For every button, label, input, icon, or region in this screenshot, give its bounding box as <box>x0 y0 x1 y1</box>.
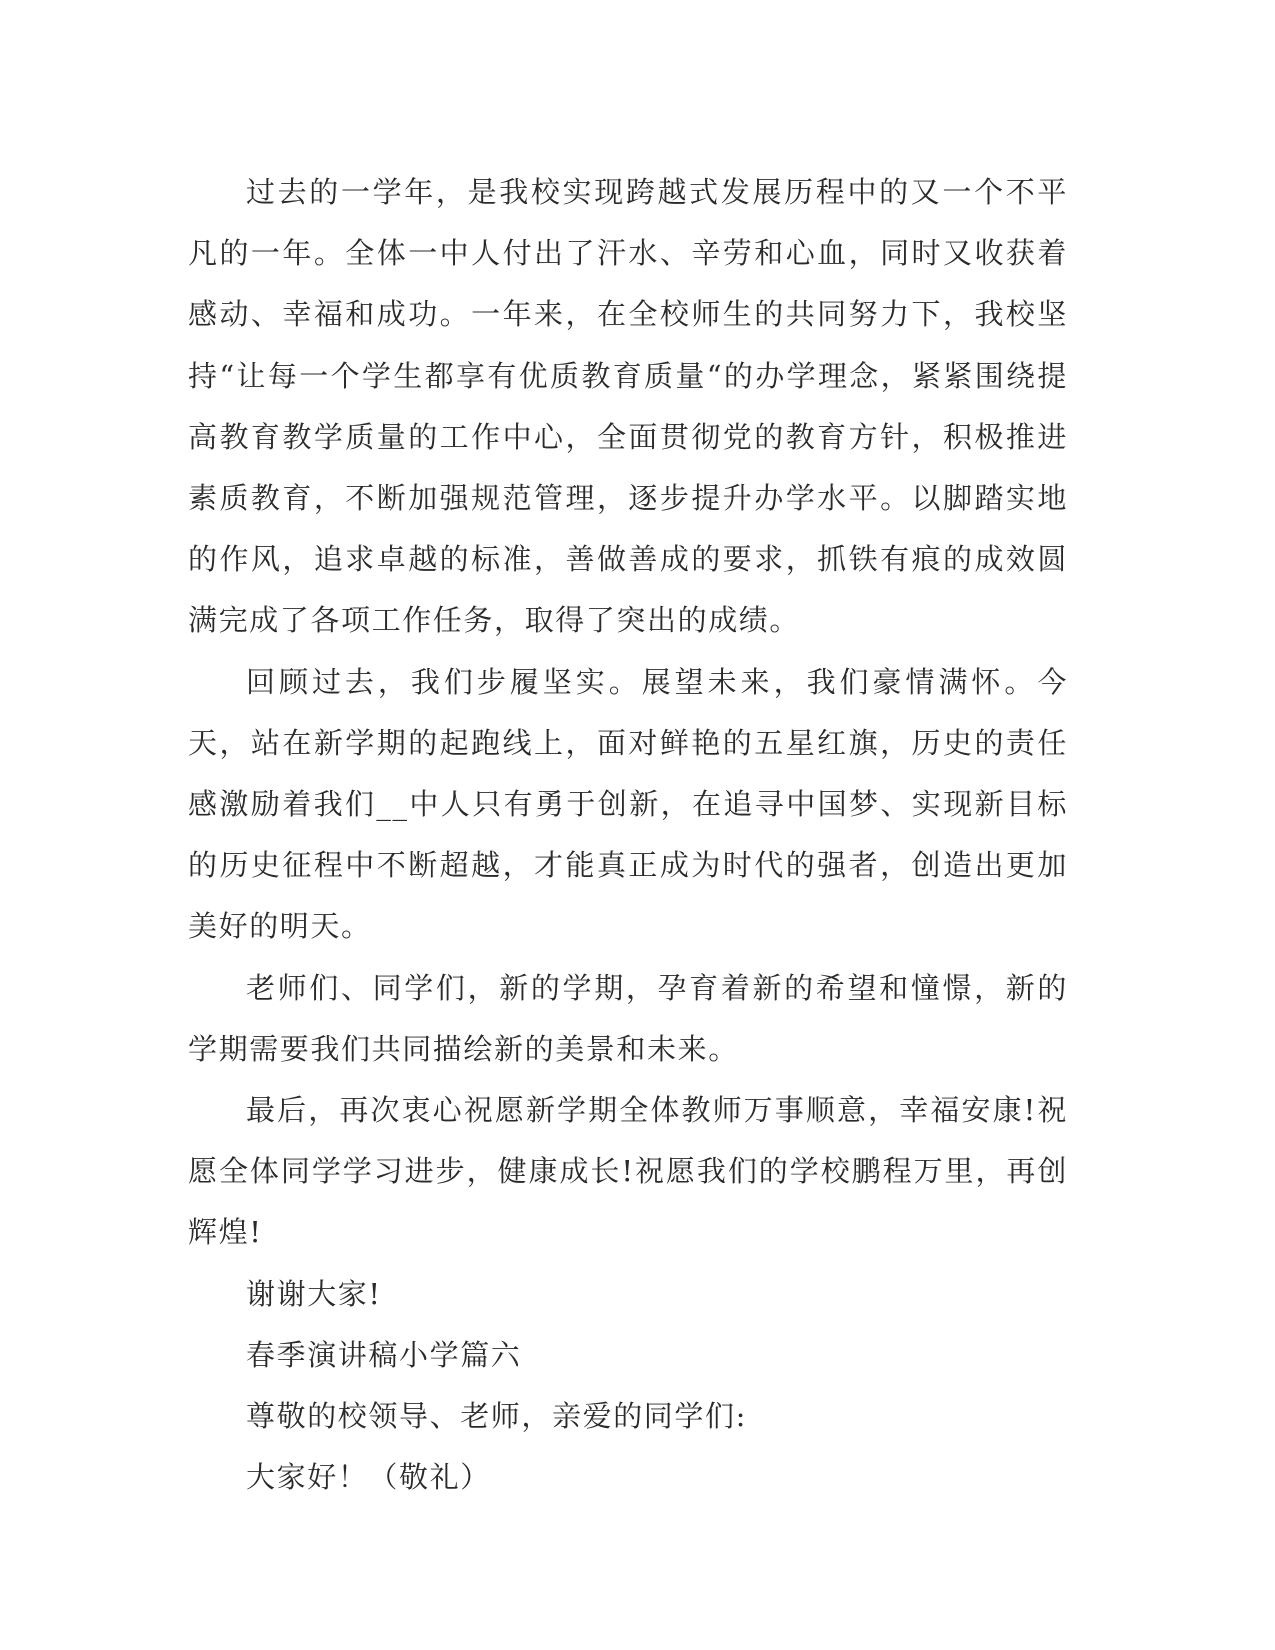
paragraph-looking-ahead: 回顾过去，我们步履坚实。展望未来，我们豪情满怀。今天，站在新学期的起跑线上，面对鲜艳的五星红旗，历史的责任感激励着我们__中人只有勇于创新，在追寻中国梦、实现新目标的历史征程中不断超越，才能真正成为时代的强者，创造出更加美好的明天。 <box>188 664 1068 944</box>
paragraph-new-semester: 老师们、同学们，新的学期，孕育着新的希望和憧憬，新的学期需要我们共同描绘新的美景和未来。 <box>188 970 1068 1066</box>
paragraph-closing-wishes: 最后，再次衷心祝愿新学期全体教师万事顺意，幸福安康!祝愿全体同学学习进步，健康成长!祝愿我们的学校鹏程万里，再创辉煌! <box>188 1093 1068 1250</box>
paragraph-review-year: 过去的一学年，是我校实现跨越式发展历程中的又一个不平凡的一年。全体一中人付出了汗水、辛劳和心血，同时又收获着感动、幸福和成功。一年来，在全校师生的共同努力下，我校坚持“让每一个学生都享有优质教育质量“的办学理念，紧紧围绕提高教育教学质量的工作中心，全面贯彻党的教育方针，积极推进素质教育，不断加强规范管理，逐步提升办学水平。以脚踏实地的作风，追求卓越的标准，善做善成的要求，抓铁有痕的成效圆满完成了各项工作任务，取得了突出的成绩。 <box>188 175 1068 638</box>
document-body <box>188 162 1068 1508</box>
salutation: 尊敬的校领导、老师，亲爱的同学们: <box>246 1399 747 1434</box>
thanks-line: 谢谢大家! <box>246 1276 382 1311</box>
greeting: 大家好！（敬礼） <box>246 1460 491 1495</box>
section-title: 春季演讲稿小学篇六 <box>246 1337 522 1372</box>
